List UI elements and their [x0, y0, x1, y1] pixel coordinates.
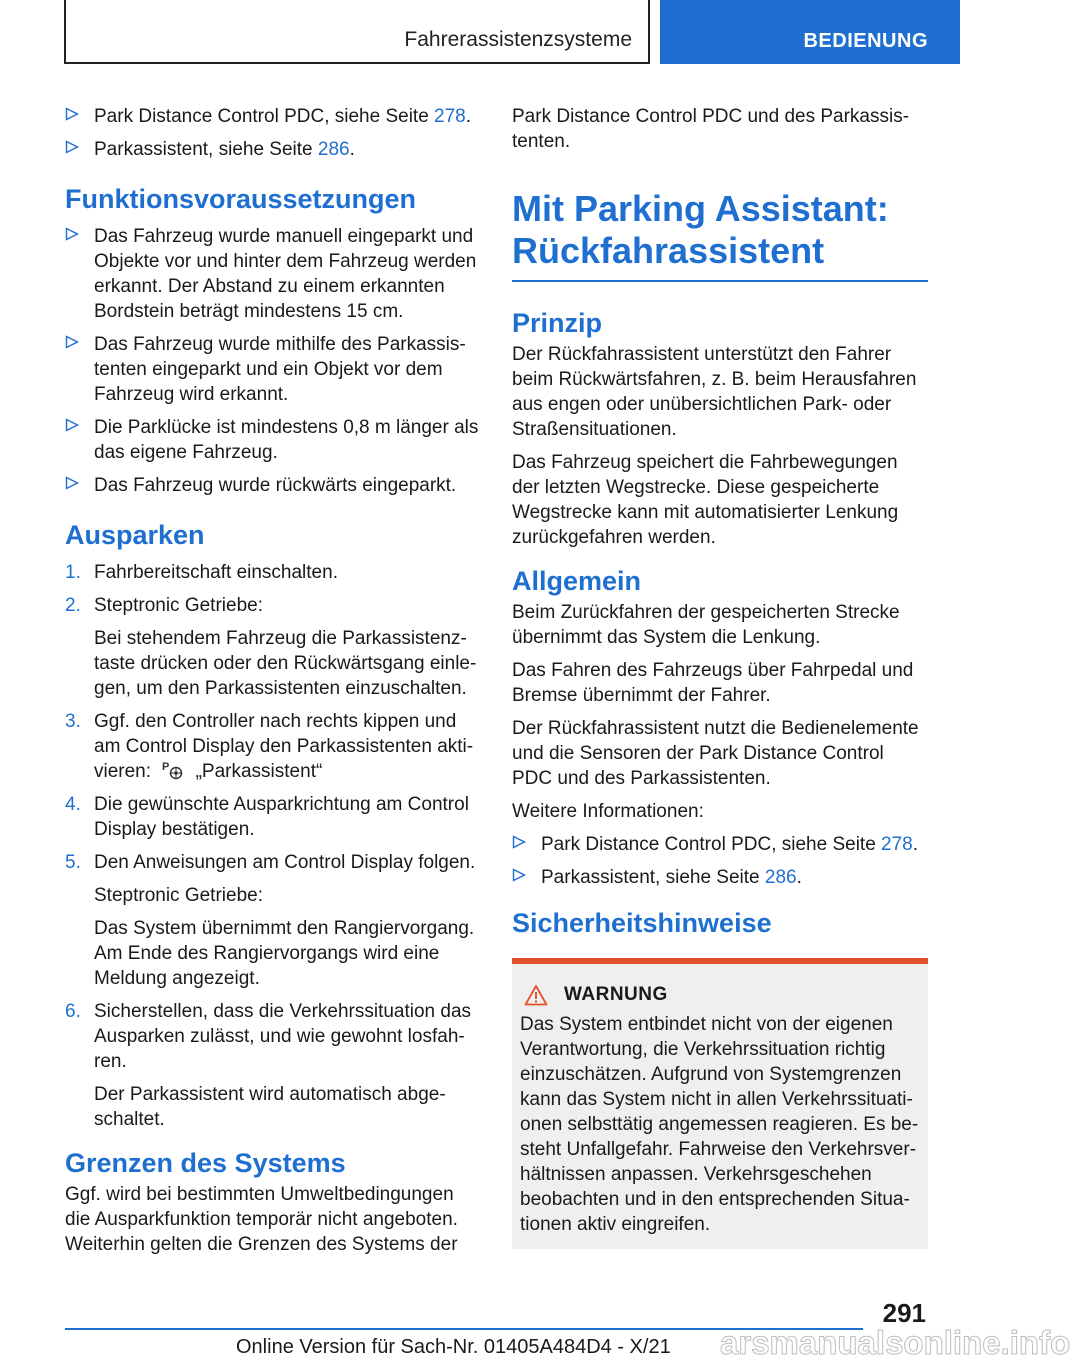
park-assist-icon — [162, 760, 184, 780]
step-item — [65, 593, 480, 701]
triangle-right-icon — [65, 476, 79, 490]
warning-title: WARNUNG — [564, 984, 668, 1005]
warning-header — [520, 984, 920, 1006]
punctuation: . — [465, 106, 472, 127]
right-column — [512, 104, 928, 1249]
step-text: Den Anweisungen am Control Display folgen. — [94, 852, 476, 873]
menu-quote: „Parkassistent“ — [195, 761, 323, 782]
list-item — [65, 137, 480, 162]
triangle-right-icon — [65, 227, 79, 241]
header-frame — [64, 0, 650, 64]
paragraph: Das Fahrzeug speichert die Fahrbewegungen der letzten Wegstrecke. Diese gespeicherte Wegstrecke kann mit automatisierter Lenkung zurückgefahren werden. — [512, 452, 899, 548]
ausparken-steps — [65, 560, 480, 1132]
step-sub-text: Bei stehendem Fahrzeug die Parkassistenz‐ taste drücken oder den Rückwärtsgang einle‐ gen, um den Parkassistenten einzuschalten. — [94, 628, 477, 699]
left-column — [65, 104, 480, 1257]
pdc-reference-list — [65, 104, 480, 162]
list-item — [512, 865, 928, 890]
triangle-right-icon — [65, 140, 79, 154]
list-item-text: Das Fahrzeug wurde rückwärts eingeparkt. — [94, 475, 457, 496]
watermark-logo: arsmanualsonline.info — [720, 1324, 1070, 1361]
warning-box — [512, 958, 928, 1249]
grenzen-text: Ggf. wird bei bestimmten Umweltbedingungen die Ausparkfunktion temporär nicht angeboten. Weiterhin gelten die Grenzen des Systems der — [65, 1184, 458, 1255]
list-item — [65, 104, 480, 129]
step-sub-text: Der Parkassistent wird automatisch abge‐ schaltet. — [94, 1084, 446, 1130]
step-text: Die gewünschte Ausparkrichtung am Control Display bestätigen. — [94, 794, 469, 840]
list-item — [512, 832, 928, 857]
step-item — [65, 560, 480, 585]
step-sub-text: Das System übernimmt den Rangiervorgang. Am Ende des Rangiervorgangs wird eine Meldung angezeigt. — [94, 918, 475, 989]
list-item — [65, 224, 480, 324]
step-text: Steptronic Getriebe: — [94, 595, 263, 616]
step-number: 4. — [65, 794, 81, 815]
list-item-text: Park Distance Control PDC, siehe Seite — [94, 106, 435, 127]
step-sub-text: Steptronic Getriebe: — [94, 885, 263, 906]
header-chapter-tab[interactable] — [660, 0, 960, 64]
step-item — [65, 999, 480, 1132]
list-item-text: Parkassistent, siehe Seite — [94, 139, 318, 160]
punctuation: . — [349, 139, 355, 160]
list-item-text: Das Fahrzeug wurde mithilfe des Parkassis‐ tenten eingeparkt und ein Objekt vor dem Fahrzeug wird erkannt. — [94, 334, 466, 405]
heading-prinzip: Prinzip — [512, 308, 603, 338]
step-number: 5. — [65, 852, 81, 873]
header-section-title: Fahrerassistenzsysteme — [404, 28, 632, 51]
heading-ausparken: Ausparken — [65, 520, 205, 550]
triangle-right-icon — [65, 418, 79, 432]
heading-rueckfahrassistent: Mit Parking Assistant: Rückfahrassistent — [512, 188, 928, 282]
page-link-286[interactable]: 286 — [317, 139, 350, 160]
requirements-list — [65, 224, 480, 498]
list-item — [65, 415, 480, 465]
triangle-right-icon — [512, 868, 526, 882]
list-item — [65, 473, 480, 498]
warning-text: Das System entbindet nicht von der eigenen Verantwortung, die Verkehrssituation richtig einzuschätzen. Aufgrund von Systemgrenzen kann das System nicht in allen Verkehrssituati‐ onen selbsttätig angemessen reagieren. Es be‐ steht Unfallgefahr. Fahrweise den Verkehrsver‐ hältnissen anpassen. Verkehrsgeschehen beobachten und in den entsprechenden Situa‐ tionen aktiv eingreifen. — [520, 1014, 919, 1235]
triangle-right-icon — [65, 335, 79, 349]
step-item — [65, 709, 480, 784]
list-item — [65, 332, 480, 407]
step-item — [65, 792, 480, 842]
page-link-278[interactable]: 278 — [881, 834, 913, 855]
step-number: 6. — [65, 1001, 81, 1022]
warning-triangle-icon — [524, 984, 548, 1006]
heading-sicherheitshinweise: Sicherheitshinweise — [512, 908, 772, 938]
step-text: Ggf. den Controller nach rechts kippen und am Control Display den Parkassistenten akti‐ vieren: — [94, 711, 474, 782]
more-info-list — [512, 832, 928, 890]
paragraph: Der Rückfahrassistent unterstützt den Fahrer beim Rückwärtsfahren, z. B. beim Herausfahren aus engen oder unübersichtlichen Park- oder Straßensituationen. — [512, 344, 917, 440]
list-item-text: Das Fahrzeug wurde manuell eingeparkt und Objekte vor und hinter dem Fahrzeug werden erkannt. Der Abstand zu einem erkannten Bordstein beträgt mindestens 15 cm. — [94, 226, 477, 322]
paragraph: Beim Zurückfahren der gespeicherten Strecke übernimmt das System die Lenkung. — [512, 602, 900, 648]
paragraph: Weitere Informationen: — [512, 801, 704, 822]
step-text: Fahrbereitschaft einschalten. — [94, 562, 338, 583]
list-item-text: Park Distance Control PDC, siehe Seite — [541, 834, 882, 855]
step-item — [65, 850, 480, 991]
svg-text:P: P — [162, 761, 170, 773]
punctuation: . — [912, 834, 919, 855]
step-number: 3. — [65, 711, 81, 732]
footer-online-version: Online Version für Sach-Nr. 01405A484D4 - X/21 — [236, 1336, 671, 1358]
heading-allgemein: Allgemein — [512, 566, 642, 596]
header-chapter-label: BEDIENUNG — [803, 30, 928, 52]
continued-text: Park Distance Control PDC und des Parkassis‐ tenten. — [512, 106, 910, 152]
heading-grenzen: Grenzen des Systems — [65, 1148, 346, 1178]
paragraph: Der Rückfahrassistent nutzt die Bedienelemente und die Sensoren der Park Distance Control PDC und des Parkassistenten. — [512, 718, 919, 789]
page-link-286[interactable]: 286 — [764, 867, 797, 888]
triangle-right-icon — [512, 835, 526, 849]
list-item-text: Parkassistent, siehe Seite — [541, 867, 765, 888]
punctuation: . — [796, 867, 802, 888]
page-number: 291 — [882, 1298, 926, 1328]
list-item-text: Die Parklücke ist mindestens 0,8 m länger als das eigene Fahrzeug. — [94, 417, 479, 463]
triangle-right-icon — [65, 107, 79, 121]
heading-funktionsvoraussetzungen: Funktionsvoraussetzungen — [65, 184, 417, 214]
paragraph: Das Fahren des Fahrzeugs über Fahrpedal und Bremse übernimmt der Fahrer. — [512, 660, 914, 706]
step-number: 1. — [65, 562, 81, 583]
step-number: 2. — [65, 595, 81, 616]
page-link-278[interactable]: 278 — [434, 106, 466, 127]
step-text: Sicherstellen, dass die Verkehrssituation das Ausparken zulässt, und wie gewohnt losfah‐ ren. — [94, 1001, 472, 1072]
